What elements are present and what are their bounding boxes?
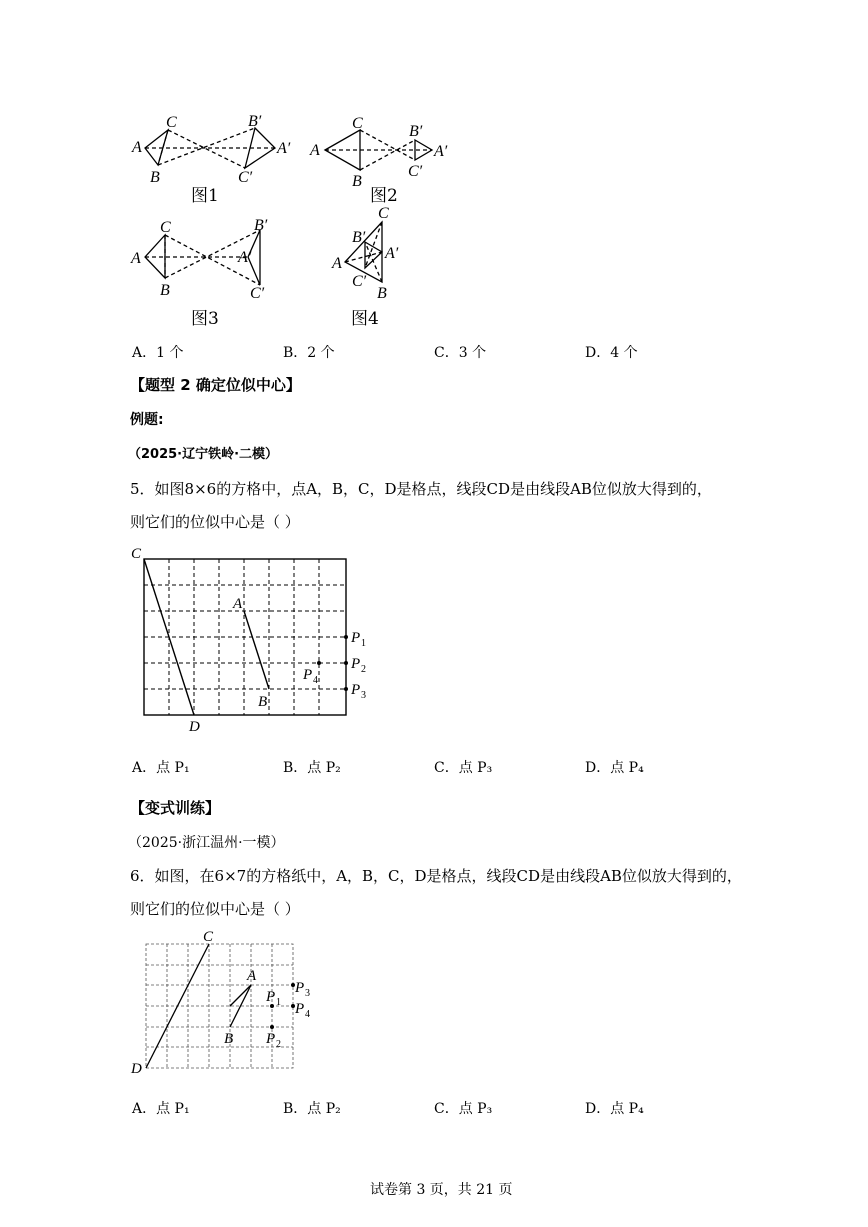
svg-text:A′: A′ [385, 245, 399, 262]
svg-text:A′: A′ [238, 249, 252, 266]
svg-text:C: C [203, 929, 214, 945]
q4-option-d[interactable]: D．4 个 [585, 345, 638, 361]
svg-text:C′: C′ [352, 273, 367, 290]
svg-text:B: B [224, 1031, 234, 1047]
page-footer: 试卷第 3 页，共 21 页 [370, 1182, 513, 1198]
section-title: 【题型 2 确定位似中心】 [130, 376, 301, 394]
svg-text:C: C [160, 219, 171, 236]
svg-text:P: P [266, 989, 276, 1005]
svg-text:3: 3 [305, 988, 310, 999]
svg-text:B: B [352, 173, 362, 190]
q6-grid-figure [125, 925, 325, 1080]
svg-text:4: 4 [305, 1009, 310, 1020]
svg-text:3: 3 [361, 690, 366, 701]
svg-text:A: A [233, 596, 243, 612]
svg-text:P: P [303, 667, 313, 683]
svg-text:A′: A′ [434, 143, 448, 160]
q4-option-b[interactable]: B．2 个 [283, 345, 335, 361]
q4-figures [120, 100, 480, 335]
svg-text:P: P [351, 630, 361, 646]
svg-text:P: P [266, 1031, 276, 1047]
svg-text:A: A [332, 255, 342, 272]
svg-text:B′: B′ [352, 229, 366, 246]
svg-text:A: A [247, 968, 257, 984]
svg-text:C′: C′ [238, 169, 253, 186]
svg-text:C: C [131, 546, 142, 562]
svg-text:C: C [166, 114, 177, 131]
q6-option-d[interactable]: D．点 P₄ [585, 1101, 644, 1117]
svg-text:A: A [310, 142, 320, 159]
q4-option-c[interactable]: C．3 个 [434, 345, 487, 361]
svg-text:C: C [352, 115, 363, 132]
q5-option-a[interactable]: A．点 P₁ [132, 760, 190, 776]
svg-text:C′: C′ [408, 163, 423, 180]
q6-question-line1: 6．如图，在6×7的方格纸中，A，B，C，D是格点，线段CD是由线段AB位似放大得到的， [130, 867, 742, 885]
svg-text:B: B [258, 694, 268, 710]
svg-text:P: P [295, 1001, 305, 1017]
q5-option-c[interactable]: C．点 P₃ [434, 760, 493, 776]
svg-text:B′: B′ [248, 113, 262, 130]
svg-text:P: P [351, 656, 361, 672]
fig2-label: 图2 [370, 186, 398, 206]
svg-text:P: P [295, 980, 305, 996]
svg-text:C′: C′ [250, 285, 265, 302]
svg-text:A: A [132, 139, 142, 156]
q5-option-d[interactable]: D．点 P₄ [585, 760, 644, 776]
q5-question-line2: 则它们的位似中心是（ ） [130, 513, 300, 531]
q5-source: （2025·辽宁铁岭·二模） [128, 447, 279, 462]
svg-text:A: A [131, 250, 141, 267]
q6-option-b[interactable]: B．点 P₂ [283, 1101, 341, 1117]
svg-text:B′: B′ [409, 123, 423, 140]
q5-option-b[interactable]: B．点 P₂ [283, 760, 341, 776]
q6-source: （2025·浙江温州·一模） [128, 835, 285, 851]
fig4-label: 图4 [351, 309, 379, 329]
q4-option-a[interactable]: A．1 个 [132, 345, 184, 361]
svg-text:P: P [351, 682, 361, 698]
svg-text:B: B [160, 282, 170, 299]
fig3-label: 图3 [191, 309, 219, 329]
variant-title: 【变式训练】 [130, 799, 221, 817]
svg-text:B′: B′ [254, 217, 268, 234]
svg-text:B: B [377, 285, 387, 302]
svg-text:1: 1 [276, 997, 281, 1008]
svg-text:D: D [189, 719, 200, 735]
svg-text:1: 1 [361, 638, 366, 649]
svg-text:2: 2 [361, 664, 366, 675]
fig1-label: 图1 [191, 186, 219, 206]
q5-grid-figure [125, 545, 375, 735]
example-label: 例题: [130, 412, 164, 428]
q6-option-c[interactable]: C．点 P₃ [434, 1101, 493, 1117]
svg-text:C: C [378, 205, 389, 222]
q5-question-line1: 5．如图8×6的方格中，点A，B，C，D是格点，线段CD是由线段AB位似放大得到的， [130, 480, 712, 498]
svg-text:2: 2 [276, 1039, 281, 1050]
svg-text:D: D [131, 1061, 142, 1077]
svg-text:A′: A′ [277, 140, 291, 157]
q6-option-a[interactable]: A．点 P₁ [132, 1101, 190, 1117]
q6-question-line2: 则它们的位似中心是（ ） [130, 900, 300, 918]
svg-text:B: B [150, 169, 160, 186]
svg-text:4: 4 [313, 675, 318, 686]
